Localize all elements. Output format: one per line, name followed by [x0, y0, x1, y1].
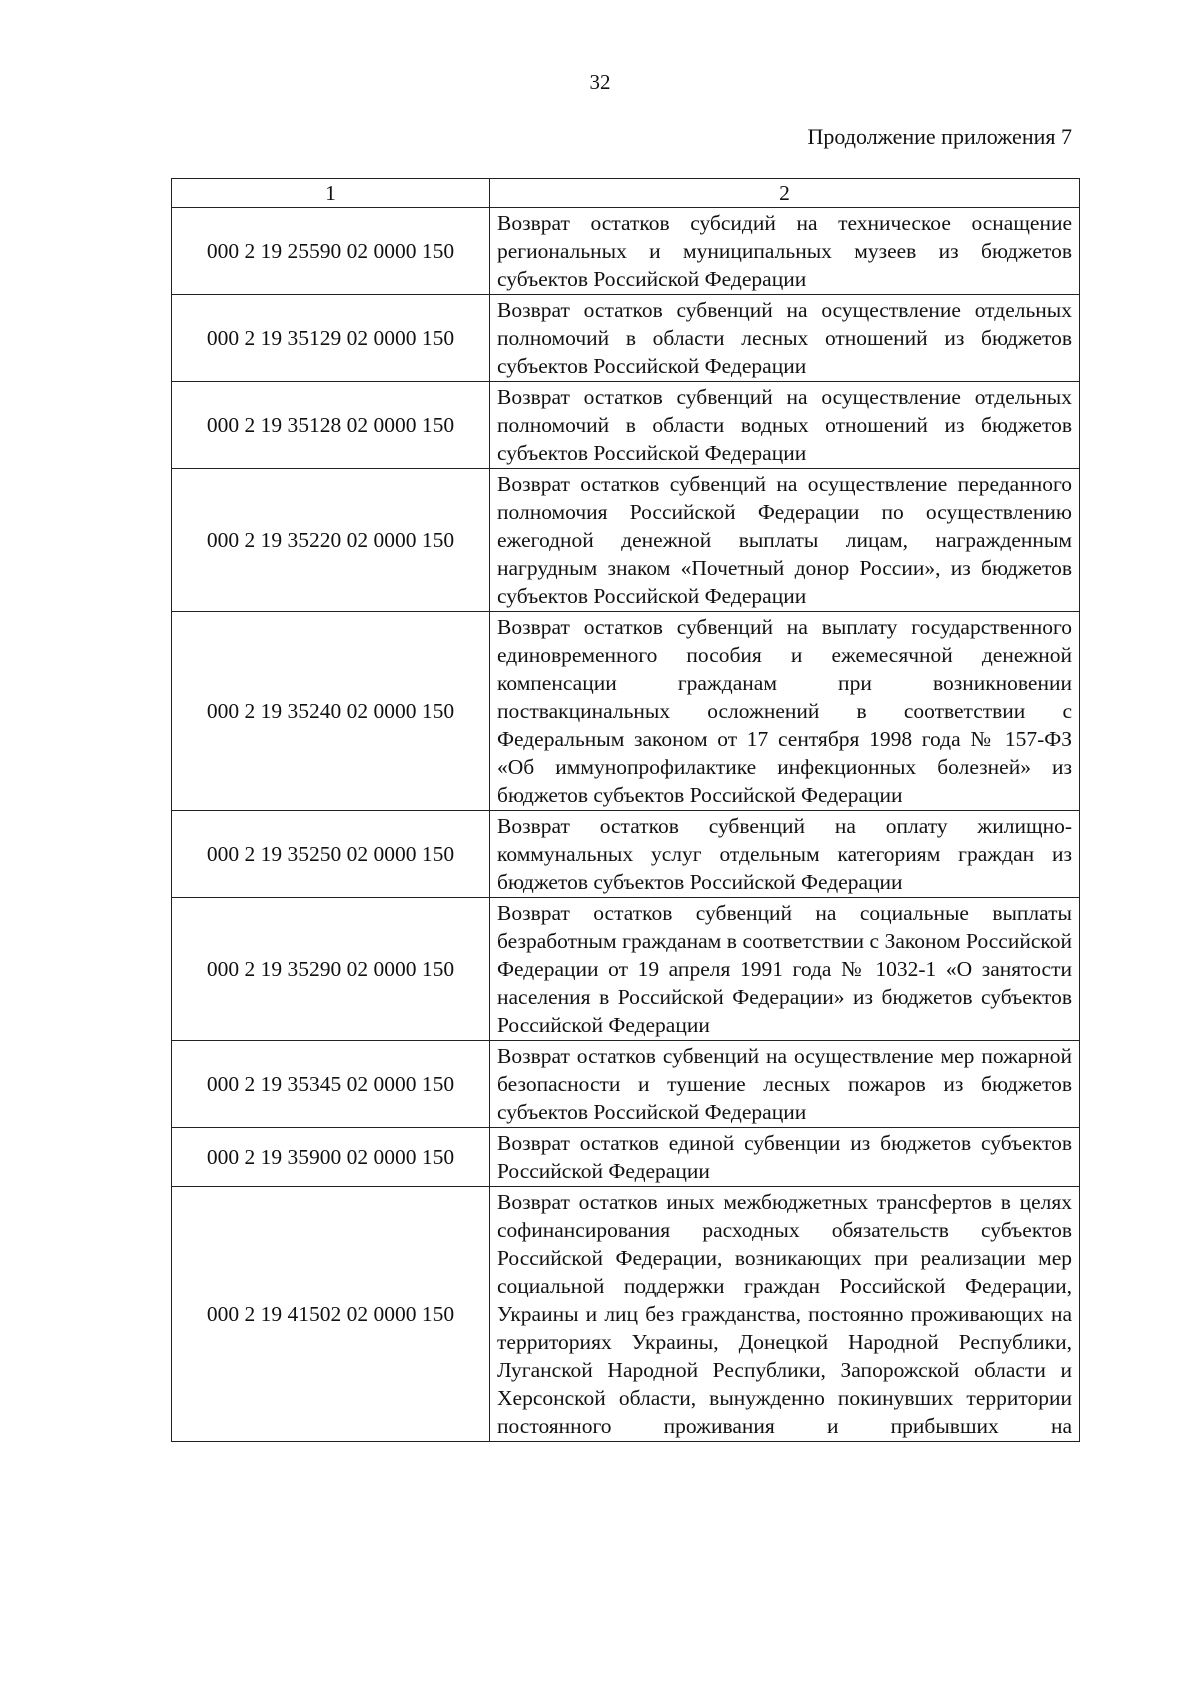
table-row — [172, 469, 1080, 612]
column-header-code: 1 — [172, 179, 490, 208]
table-row — [172, 612, 1080, 811]
description-cell: Возврат остатков субвенций на выплату государственного единовременного пособия и ежемесячной денежной компенсации гражданам при возникновении поствакцинальных осложнений в соответствии с Федеральным законом от 17 сентября 1998 года № 157-ФЗ «Об иммунопрофилактике инфекционных болезней» из бюджетов субъектов Российской Федерации — [490, 612, 1080, 811]
budget-code-cell: 000 2 19 25590 02 0000 150 — [172, 208, 490, 295]
budget-code-cell: 000 2 19 35220 02 0000 150 — [172, 469, 490, 612]
budget-code-cell: 000 2 19 35345 02 0000 150 — [172, 1041, 490, 1128]
table-row — [172, 1187, 1080, 1442]
description-cell: Возврат остатков единой субвенции из бюджетов субъектов Российской Федерации — [490, 1128, 1080, 1187]
table-row — [172, 295, 1080, 382]
budget-code-cell: 000 2 19 35128 02 0000 150 — [172, 382, 490, 469]
page-number: 32 — [589, 70, 611, 94]
description-cell: Возврат остатков субвенций на осуществление переданного полномочия Российской Федерации по осуществлению ежегодной денежной выплаты лицам, награжденным нагрудным знаком «Почетный донор России», из бюджетов субъектов Российской Федерации — [490, 469, 1080, 612]
table-row — [172, 382, 1080, 469]
column-header-description: 2 — [490, 179, 1080, 208]
description-cell: Возврат остатков субвенций на осуществление отдельных полномочий в области лесных отношений из бюджетов субъектов Российской Федерации — [490, 295, 1080, 382]
table-row — [172, 811, 1080, 898]
budget-code-cell: 000 2 19 35129 02 0000 150 — [172, 295, 490, 382]
description-cell: Возврат остатков субвенций на осуществление отдельных полномочий в области водных отношений из бюджетов субъектов Российской Федерации — [490, 382, 1080, 469]
budget-code-cell: 000 2 19 41502 02 0000 150 — [172, 1187, 490, 1442]
description-cell: Возврат остатков субвенций на осуществление мер пожарной безопасности и тушение лесных пожаров из бюджетов субъектов Российской Федерации — [490, 1041, 1080, 1128]
description-cell: Возврат остатков субвенций на оплату жилищно-коммунальных услуг отдельным категориям граждан из бюджетов субъектов Российской Федерации — [490, 811, 1080, 898]
table-row — [172, 208, 1080, 295]
budget-code-cell: 000 2 19 35900 02 0000 150 — [172, 1128, 490, 1187]
budget-code-cell: 000 2 19 35250 02 0000 150 — [172, 811, 490, 898]
table-header-row — [172, 179, 1080, 208]
description-cell: Возврат остатков иных межбюджетных трансфертов в целях софинансирования расходных обязательств субъектов Российской Федерации, возникающих при реализации мер социальной поддержки граждан Российской Федерации, Украины и лиц без гражданства, постоянно проживающих на территориях Украины, Донецкой Народной Республики, Луганской Народной Республики, Запорожской области и Херсонской области, вынужденно покинувших территории постоянного проживания и прибывших на — [490, 1187, 1080, 1442]
table-row — [172, 898, 1080, 1041]
budget-codes-table — [171, 178, 1080, 1442]
table-row — [172, 1041, 1080, 1128]
description-cell: Возврат остатков субсидий на техническое оснащение региональных и муниципальных музеев из бюджетов субъектов Российской Федерации — [490, 208, 1080, 295]
description-cell: Возврат остатков субвенций на социальные выплаты безработным гражданам в соответствии с Законом Российской Федерации от 19 апреля 1991 года № 1032-1 «О занятости населения в Российской Федерации» из бюджетов субъектов Российской Федерации — [490, 898, 1080, 1041]
appendix-continuation-label: Продолжение приложения 7 — [807, 124, 1072, 149]
budget-code-cell: 000 2 19 35240 02 0000 150 — [172, 612, 490, 811]
table-row — [172, 1128, 1080, 1187]
budget-code-cell: 000 2 19 35290 02 0000 150 — [172, 898, 490, 1041]
